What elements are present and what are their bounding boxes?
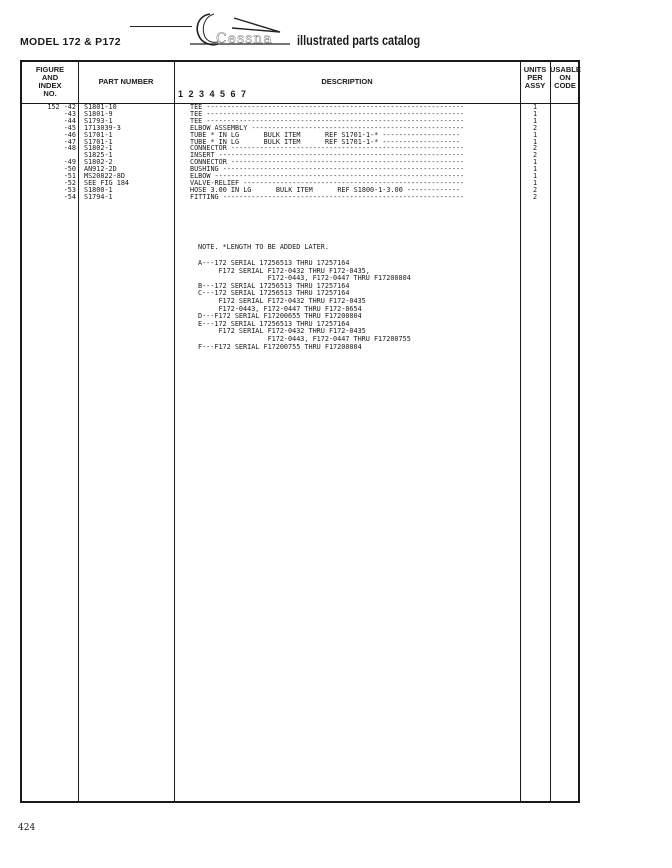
row-index-cell: -43 xyxy=(63,109,76,118)
length-note: NOTE. *LENGTH TO BE ADDED LATER. xyxy=(198,243,329,251)
row-part-cell: S1802-2 xyxy=(84,158,113,167)
row-index-cell: -44 xyxy=(63,116,76,125)
row-desc-cell: TUBE * IN LG BULK ITEM REF S1701-1-* ------------------- xyxy=(190,130,461,139)
row-index-cell: -45 xyxy=(63,123,76,132)
units-column xyxy=(520,104,550,201)
row-part-cell: S1701-1 xyxy=(84,130,113,139)
row-desc-cell: ELBOW ASSEMBLY ---------------------------------------------------- xyxy=(190,123,465,132)
column-divider xyxy=(550,62,551,801)
serial-note-line: F172-0443, F172-0447 THRU F172-0654 xyxy=(198,304,362,313)
row-desc-cell: TEE --------------------------------------------------------------- xyxy=(190,103,465,111)
column-divider xyxy=(78,62,79,801)
header-units-per-assy: UNITS PER ASSY xyxy=(523,65,547,90)
row-desc-cell: VALVE-RELIEF ------------------------------------------------------ xyxy=(190,178,465,187)
row-desc-cell: HOSE 3.00 IN LG BULK ITEM REF S1800-1-3.00 ------------- xyxy=(190,185,461,194)
serial-note-line: F172 SERIAL F172-0432 THRU F172-0435 xyxy=(198,296,366,305)
logo-wordmark: Cessna xyxy=(216,31,273,47)
row-part-cell: S1825-1 xyxy=(84,151,113,160)
row-desc-cell: TUBE * IN LG BULK ITEM REF S1701-1-* ------------------- xyxy=(190,137,461,146)
row-units-cell: 2 xyxy=(532,151,538,160)
row-units-cell: 2 xyxy=(532,192,538,201)
serial-note-line: B---172 SERIAL 17256513 THRU 17257164 xyxy=(198,281,350,290)
page-number: 424 xyxy=(18,823,36,833)
row-units-cell: 1 xyxy=(532,137,538,146)
row-units-cell: 1 xyxy=(532,165,538,174)
catalog-title: illustrated parts catalog xyxy=(297,32,421,48)
row-index-cell: -49 xyxy=(63,158,76,167)
row-part-cell: MS20822-8D xyxy=(84,172,125,181)
serial-note-line: A---172 SERIAL 17256513 THRU 17257164 xyxy=(198,259,350,267)
header-usable-on-code: USABLE ON CODE xyxy=(550,65,581,90)
header-description: DESCRIPTION xyxy=(321,77,373,86)
row-units-cell: 2 xyxy=(532,144,538,153)
serial-note-line: F172 SERIAL F172-0432 THRU F172-0435, xyxy=(198,266,370,275)
row-desc-cell: BUSHING ----------------------------------------------------------- xyxy=(190,165,465,174)
header-figure-index: FIGURE AND INDEX NO. xyxy=(35,65,65,98)
row-index-cell: 152 -42 xyxy=(47,103,76,111)
row-index-cell: -48 xyxy=(63,144,76,153)
row-index-cell: -46 xyxy=(63,130,76,139)
row-part-cell: S1800-1 xyxy=(84,185,113,194)
row-index-cell: -54 xyxy=(63,192,76,201)
row-desc-cell: TEE --------------------------------------------------------------- xyxy=(190,109,465,118)
header-part-number: PART NUMBER xyxy=(98,77,154,86)
serial-note-line: F---F172 SERIAL F17200755 THRU F17200804 xyxy=(198,342,362,351)
serial-note-line: E---172 SERIAL 17256513 THRU 17257164 xyxy=(198,319,350,328)
parts-table xyxy=(20,60,580,803)
serial-note-line: F172 SERIAL F172-0432 THRU F172-0435 xyxy=(198,327,366,336)
part-number-column xyxy=(84,104,129,201)
serial-note-line: F172-0443, F172-0447 THRU F17200804 xyxy=(198,274,411,283)
row-part-cell: S1802-1 xyxy=(84,144,113,153)
row-desc-cell: CONNECTOR --------------------------------------------------------- xyxy=(190,144,465,153)
row-units-cell: 2 xyxy=(532,185,538,194)
row-part-cell: S1793-1 xyxy=(84,116,113,125)
row-part-cell: S1801-10 xyxy=(84,103,117,111)
description-column xyxy=(190,104,464,201)
row-part-cell: AN912-2D xyxy=(84,165,117,174)
row-units-cell: 1 xyxy=(532,109,538,118)
index-column xyxy=(24,104,76,201)
row-units-cell: 1 xyxy=(532,172,538,181)
row-index-cell: -52 xyxy=(63,178,76,187)
serial-note-line: D---F172 SERIAL F17200655 THRU F17200804 xyxy=(198,312,362,321)
serial-notes xyxy=(198,260,411,351)
row-part-cell: S1794-1 xyxy=(84,192,113,201)
model-title: MODEL 172 & P172 xyxy=(20,36,121,48)
row-desc-cell: CONNECTOR --------------------------------------------------------- xyxy=(190,158,465,167)
row-units-cell: 1 xyxy=(532,158,538,167)
row-part-cell: S1801-9 xyxy=(84,109,113,118)
row-units-cell: 1 xyxy=(532,130,538,139)
row-units-cell: 1 xyxy=(532,103,538,111)
row-index-cell: -47 xyxy=(63,137,76,146)
row-index-cell: -53 xyxy=(63,185,76,194)
row-units-cell: 1 xyxy=(532,178,538,187)
serial-note-line: F172-0443, F172-0447 THRU F17200755 xyxy=(198,334,411,343)
row-units-cell: 1 xyxy=(532,116,538,125)
row-desc-cell: ELBOW ------------------------------------------------------------- xyxy=(190,172,465,181)
row-part-cell: 1713039-3 xyxy=(84,123,121,132)
row-units-cell: 2 xyxy=(532,123,538,132)
row-desc-cell: INSERT ------------------------------------------------------------ xyxy=(190,151,465,160)
row-part-cell: S1701-1 xyxy=(84,137,113,146)
serial-note-line: C---172 SERIAL 17256513 THRU 17257164 xyxy=(198,289,350,298)
indent-scale: 1 2 3 4 5 6 7 xyxy=(178,89,248,99)
row-desc-cell: FITTING ----------------------------------------------------------- xyxy=(190,192,465,201)
row-index-cell: -50 xyxy=(63,165,76,174)
row-desc-cell: TEE --------------------------------------------------------------- xyxy=(190,116,465,125)
row-part-cell: SEE FIG 184 xyxy=(84,178,130,187)
row-index-cell: -51 xyxy=(63,172,76,181)
column-divider xyxy=(174,62,175,801)
header-rule xyxy=(130,26,192,27)
